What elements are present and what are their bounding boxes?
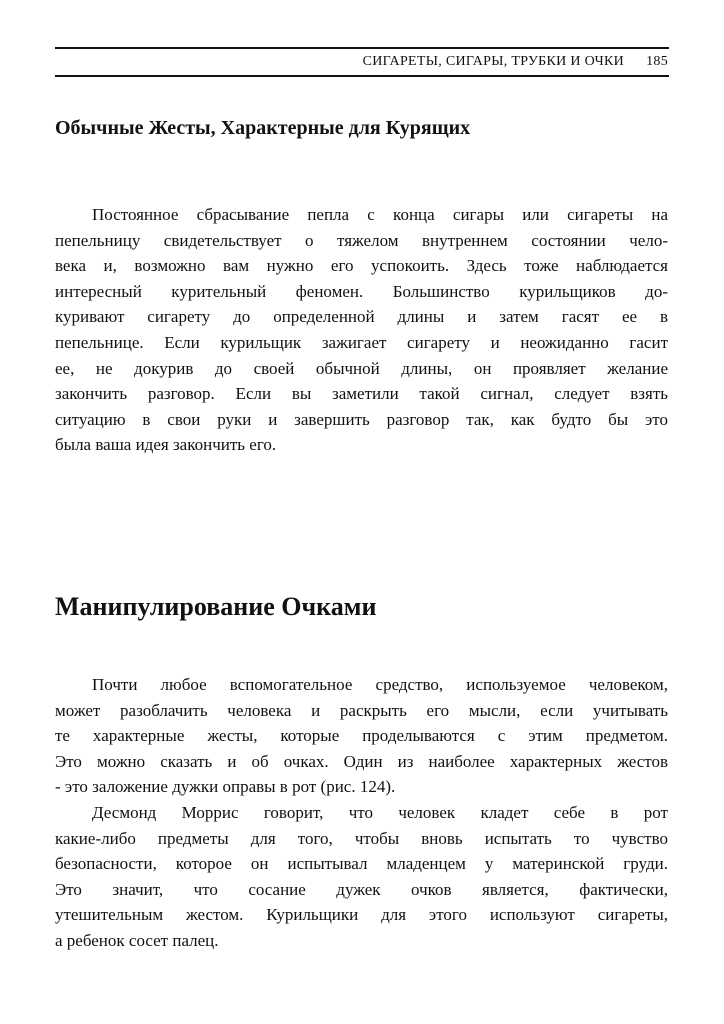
section-heading-glasses: Манипулирование Очками bbox=[55, 592, 377, 621]
text-line: может разоблачить человека и раскрыть его мысли, если учитывать bbox=[55, 700, 668, 720]
text-line: пепельнице. Если курильщик зажигает сигарету и неожиданно гасит bbox=[55, 332, 668, 352]
text-line: интересный курительный феномен. Большинство курильщиков до- bbox=[55, 281, 668, 301]
running-header bbox=[363, 54, 668, 70]
text-line: какие-либо предметы для того, чтобы вновь испытать то чувство bbox=[55, 828, 668, 848]
text-line: Почти любое вспомогательное средство, используемое человеком, bbox=[92, 675, 668, 694]
page-number: 185 bbox=[646, 54, 668, 69]
text-line: безопасности, которое он испытывал младенцем у материнской груди. bbox=[55, 854, 668, 874]
text-line: утешительным жестом. Курильщики для этого используют сигареты, bbox=[55, 905, 668, 925]
text-line: те характерные жесты, которые проделываются с этим предметом. bbox=[55, 726, 668, 746]
section-heading-smoking-gestures: Обычные Жесты, Характерные для Курящих bbox=[55, 117, 471, 139]
running-title: СИГАРЕТЫ, СИГАРЫ, ТРУБКИ И ОЧКИ bbox=[362, 54, 625, 69]
text-line: Постоянное сбрасывание пепла с конца сигары или сигареты на bbox=[92, 205, 668, 224]
paragraph-glasses bbox=[55, 672, 668, 954]
header-bottom-rule bbox=[55, 75, 669, 77]
text-line: Десмонд Моррис говорит, что человек кладет себе в рот bbox=[92, 802, 668, 822]
header-top-rule bbox=[55, 47, 669, 49]
paragraph-smoking-gestures bbox=[55, 202, 668, 458]
text-line: - это заложение дужки оправы в рот (рис. 124). bbox=[55, 777, 396, 797]
text-line: ситуацию в свои руки и завершить разговор так, как будто бы это bbox=[55, 409, 668, 429]
text-line: века и, возможно вам нужно его успокоить. Здесь тоже наблюдается bbox=[55, 256, 668, 276]
text-line: была ваша идея закончить его. bbox=[55, 435, 277, 455]
text-line: куривают сигарету до определенной длины и затем гасят ее в bbox=[55, 307, 668, 327]
text-line: Это значит, что сосание дужек очков является, фактически, bbox=[55, 879, 668, 899]
text-line: ее, не докурив до своей обычной длины, он проявляет желание bbox=[55, 358, 668, 378]
text-line: закончить разговор. Если вы заметили такой сигнал, следует взять bbox=[55, 384, 668, 404]
text-line: Это можно сказать и об очках. Один из наиболее характерных жестов bbox=[55, 751, 668, 771]
text-line: а ребенок сосет палец. bbox=[55, 930, 219, 950]
text-line: пепельницу свидетельствует о тяжелом внутреннем состоянии чело- bbox=[55, 230, 668, 250]
